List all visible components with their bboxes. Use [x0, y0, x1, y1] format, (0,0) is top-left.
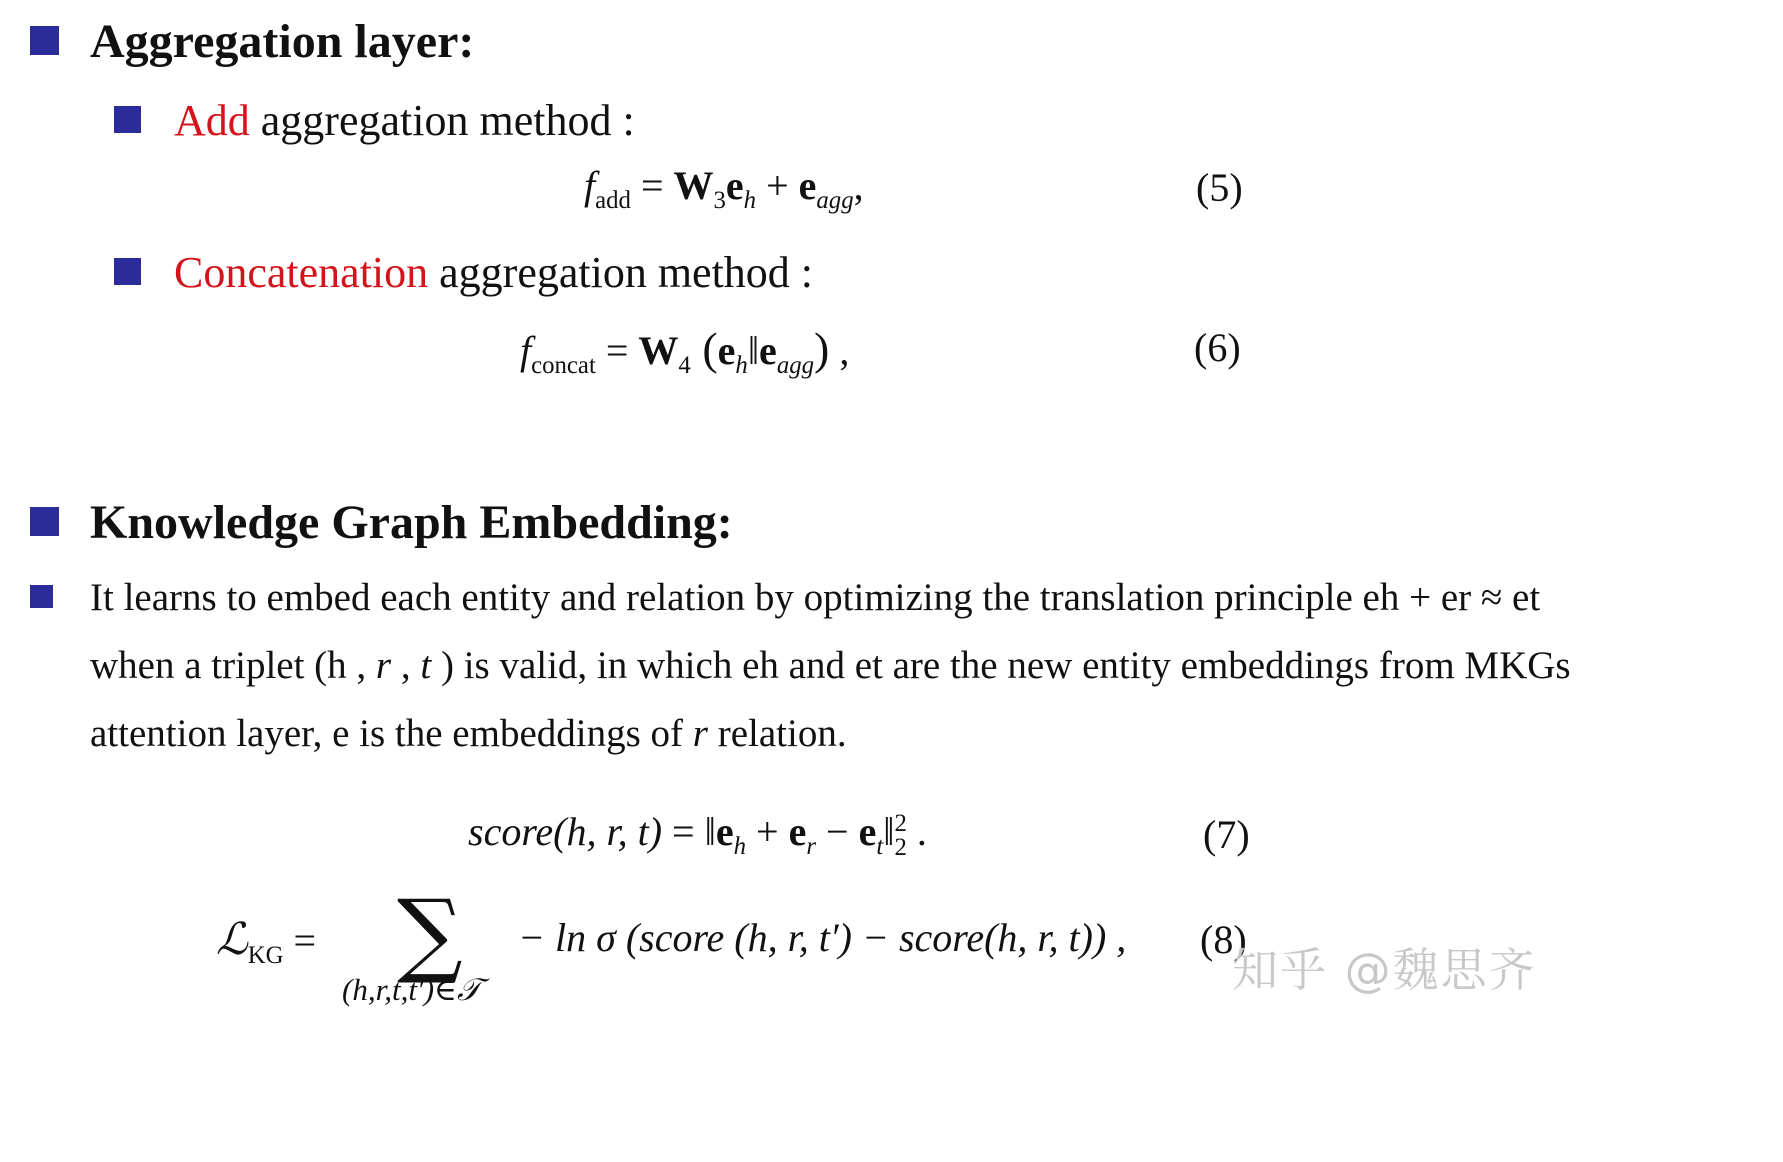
equation-number-6: (6) — [1194, 325, 1241, 370]
eq7-minus: − — [816, 809, 859, 854]
item-concat-method — [174, 248, 814, 297]
eq6-e: e — [717, 328, 736, 373]
equation-number-5: (5) — [1196, 165, 1243, 210]
eq5-f-sub: add — [595, 187, 631, 214]
paragraph-line-3 — [90, 714, 847, 753]
line3-part-a: attention layer, e is the embeddings of — [90, 712, 693, 755]
eq7-equals: = ‖ — [662, 809, 716, 854]
eq7-e1: e — [715, 809, 734, 854]
highlight-add: Add — [174, 96, 250, 145]
eq7-e2: e — [788, 809, 807, 854]
section-heading-aggregation: Aggregation layer: — [90, 15, 475, 68]
eq5-e: e — [725, 163, 744, 208]
line2-part-a: when a triplet (h , — [90, 644, 376, 687]
summation-subscript: (h,r,t,t′)∈𝒯 — [342, 972, 481, 1007]
equation-number-7: (7) — [1203, 812, 1250, 857]
line2-r: r — [375, 644, 392, 687]
eq5-plus: + — [756, 163, 799, 208]
eq6-concat: ‖ — [747, 328, 760, 373]
eq6-f: f — [520, 328, 532, 373]
eq7-tail: . — [906, 809, 927, 854]
eq6-W: W — [638, 328, 679, 373]
eq7-plus: + — [746, 809, 789, 854]
paragraph-line-1: It learns to embed each entity and relation by optimizing the translation principle eh + er ≈ et — [90, 576, 1541, 619]
eq6-W-sub: 4 — [678, 352, 691, 379]
equation-8-body: − ln σ (score (h, r, t′) − score(h, r, t)) , — [518, 915, 1127, 960]
eq7-supsub — [894, 812, 906, 859]
line2-part-b: , — [391, 644, 421, 687]
bullet-square-icon — [114, 106, 141, 133]
eq7-lhs: score(h, r, t) — [468, 809, 663, 854]
eq7-e3: e — [858, 809, 877, 854]
eq5-W: W — [673, 163, 714, 208]
eq5-e-sub: h — [743, 187, 757, 214]
eq7-sub: 2 — [894, 833, 907, 861]
eq6-e2-sub: agg — [776, 352, 815, 379]
item-concat-text: aggregation method : — [428, 248, 814, 297]
eq8-L-sub: KG — [247, 942, 284, 969]
item-add-method — [174, 96, 635, 145]
bullet-square-icon — [114, 258, 141, 285]
line2-t: t — [420, 644, 432, 687]
eq7-e3-sub: t — [876, 833, 884, 860]
eq6-open-paren: ( — [690, 323, 718, 374]
eq5-e2-sub: agg — [816, 187, 854, 214]
item-add-text: aggregation method : — [249, 96, 635, 145]
eq6-tail: , — [829, 328, 850, 373]
eq5-e2: e — [798, 163, 817, 208]
bullet-square-icon — [30, 26, 59, 55]
line3-part-b: relation. — [707, 712, 847, 755]
bullet-square-icon — [30, 507, 59, 536]
eq6-equals: = — [595, 328, 639, 373]
eq6-e2: e — [759, 328, 777, 373]
eq6-e-sub: h — [735, 352, 748, 379]
summation-icon: ∑ — [397, 880, 463, 987]
equation-7 — [468, 809, 927, 861]
eq8-L: ℒ — [216, 915, 248, 964]
line3-r: r — [692, 712, 708, 755]
eq6-close-paren: ) — [814, 323, 830, 374]
equation-6 — [520, 323, 850, 379]
eq7-sup: 2 — [894, 810, 907, 838]
eq5-tail: , — [853, 163, 864, 208]
eq6-f-sub: concat — [531, 352, 596, 379]
eq7-norm: ‖ — [883, 809, 895, 854]
eq8-equals: = — [283, 918, 317, 963]
eq5-equals: = — [630, 163, 674, 208]
line2-part-c: ) is valid, in which eh and et are the new entity embeddings from MKGs — [431, 644, 1571, 687]
equation-8-lhs — [216, 915, 317, 969]
bullet-square-icon — [30, 585, 53, 608]
equation-5 — [584, 163, 864, 214]
eq5-W-sub: 3 — [713, 187, 726, 214]
eq7-e1-sub: h — [733, 833, 747, 860]
highlight-concatenation: Concatenation — [174, 248, 429, 297]
paragraph-line-2 — [90, 646, 1571, 685]
eq5-f: f — [584, 163, 596, 208]
section-heading-kge: Knowledge Graph Embedding: — [90, 496, 733, 549]
watermark-text: 知乎 @魏思齐 — [1232, 943, 1537, 997]
eq7-e2-sub: r — [806, 833, 816, 860]
equation-number-8: (8) — [1200, 917, 1247, 962]
